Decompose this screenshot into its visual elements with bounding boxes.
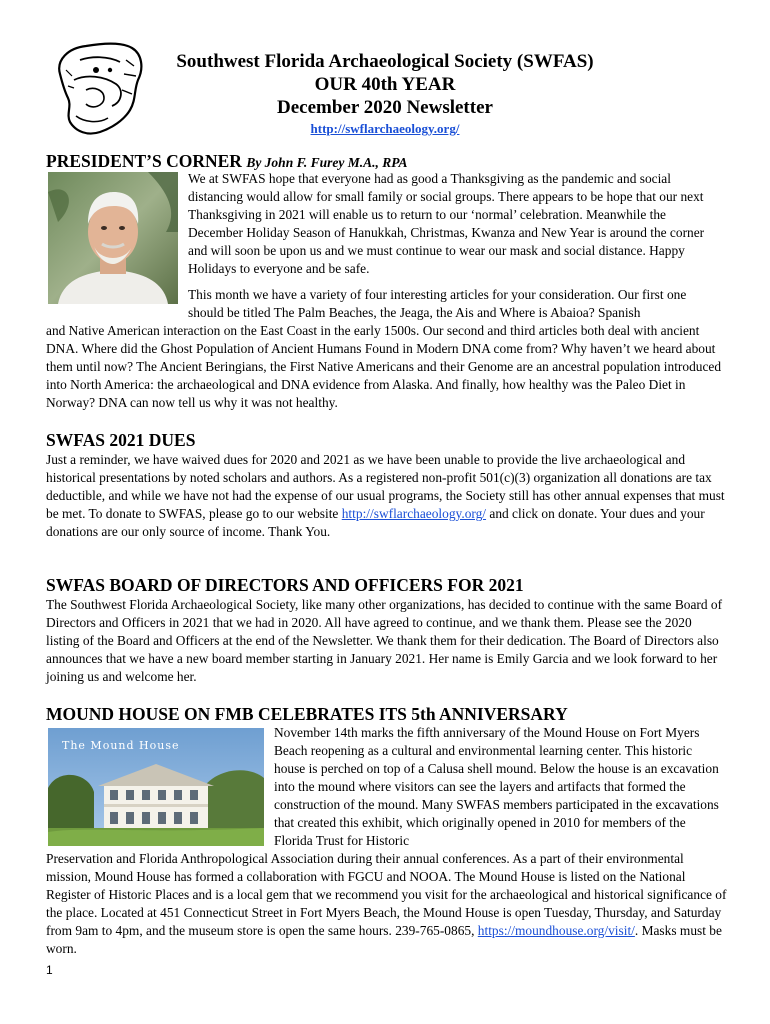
newsletter-subtitle: OUR 40th YEAR — [314, 74, 456, 95]
presidents-corner-byline: By John F. Furey M.A., RPA — [246, 155, 408, 170]
president-portrait — [48, 172, 178, 304]
page-number: 1 — [46, 963, 53, 977]
dues-heading: SWFAS 2021 DUES — [46, 430, 196, 450]
dues-text: Just a reminder, we have waived dues for 2020 and 2021 as we have been unable to provide the live archaeological and historical presentations by noted scholars and authors. As a registered non-profit 501(c)(3) organization all donations are tax deductible, and while we have not had the expense of our usual programs, the Society still has other annual expenses that must be met. To donate to SWFAS, please go to our website — [46, 452, 725, 521]
newsletter-issue: December 2020 Newsletter — [277, 97, 493, 118]
dues-paragraph — [46, 451, 728, 541]
donate-website-link[interactable]: http://swflarchaeology.org/ — [341, 506, 487, 521]
board-heading: SWFAS BOARD OF DIRECTORS AND OFFICERS FOR 2021 — [46, 575, 524, 595]
newsletter-title: Southwest Florida Archaeological Society (SWFAS) — [176, 51, 594, 72]
mound-house-paragraph-rest — [46, 850, 728, 958]
swfas-logo-icon — [46, 40, 148, 138]
mound-house-photo-caption: The Mound House — [62, 739, 180, 752]
presidents-corner-paragraph-2-rest: and Native American interaction on the East Coast in the early 1500s. Our second and third articles both deal with ancient DNA. Where did the Ghost Population of Ancient Humans Found in Modern DNA come from? Why haven’t we heard about them until now? The Ancient Beringians, the First Native Americans and their Genome are an ancestral population introduced into North America: the archaeological and DNA evidence from Alaska. And finally, how healthy was the Paleo Diet in Norway? DNA can now tell us why it was not healthy. — [46, 323, 722, 410]
mound-house-text: Preservation and Florida Anthropological Association during their annual conferences. As a part of their environmental mission, Mound House has formed a collaboration with FGCU and NOOA. The Mound House is listed on the National Register of Historic Places and is a local gem that we recommend you visit for the archaeological and historical significance of the place. Located at 451 Connecticut Street in Fort Myers Beach, the Mound House is open Tuesday, Thursday, and Saturday from 9am to 4pm, and the museum store is open the same hours. 239-765-0865, — [46, 851, 727, 938]
mound-house-text-end: . Masks must be worn. — [46, 923, 722, 956]
presidents-corner-paragraph-1: We at SWFAS hope that everyone had as good a Thanksgiving as the pandemic and social distancing would allow for small family or social groups. There appears to be hope that our next Thanksgiving in 2021 will enable us to return to our ‘normal’ celebration. Meanwhile the December Holiday Season of Hanukkah, Christmas, Kwanza and New Year is around the corner and will soon be upon us and we must continue to wear our mask and social distance. Happy Holidays to everyone and be safe. — [188, 171, 705, 276]
header-website-link[interactable]: http://swflarchaeology.org/ — [310, 121, 460, 136]
presidents-corner-title: PRESIDENT’S CORNER — [46, 151, 242, 171]
mound-house-paragraph-start: November 14th marks the fifth anniversary of the Mound House on Fort Myers Beach reopening as a cultural and environmental learning center. This historic house is perched on top of a Calusa shell mound. Below the house is an excavation into the mound where visitors can see the layers and artifacts that formed the construction of the mound. Many SWFAS members participated in the excavations that created this exhibit, which originally opened in 2010 for members of the Florida Trust for Historic — [274, 725, 719, 848]
mound-house-heading: MOUND HOUSE ON FMB CELEBRATES ITS 5th ANNIVERSARY — [46, 704, 568, 724]
presidents-corner-paragraph-2-start: This month we have a variety of four interesting articles for your consideration. Our first one should be titled The Palm Beaches, the Jeaga, the Ais and Where is Abaioa? Spanish — [188, 287, 687, 320]
dues-text-end: and click on donate. Your dues and your donations are our only source of income. Thank You. — [46, 506, 705, 539]
mound-house-visit-link[interactable]: https://moundhouse.org/visit/ — [477, 923, 635, 938]
board-paragraph: The Southwest Florida Archaeological Society, like many other organizations, has decided to continue with the same Board of Directors and Officers in 2021 that we had in 2020. All have agreed to continue, and we thank them. Please see the 2020 listing of the Board and Officers at the end of the Newsletter. We thank them for their dedication. The Board of Directors also announces that we have a new board member starting in January 2021. Her name is Emily Garcia and we look forward to her joining us and welcome her. — [46, 597, 723, 684]
